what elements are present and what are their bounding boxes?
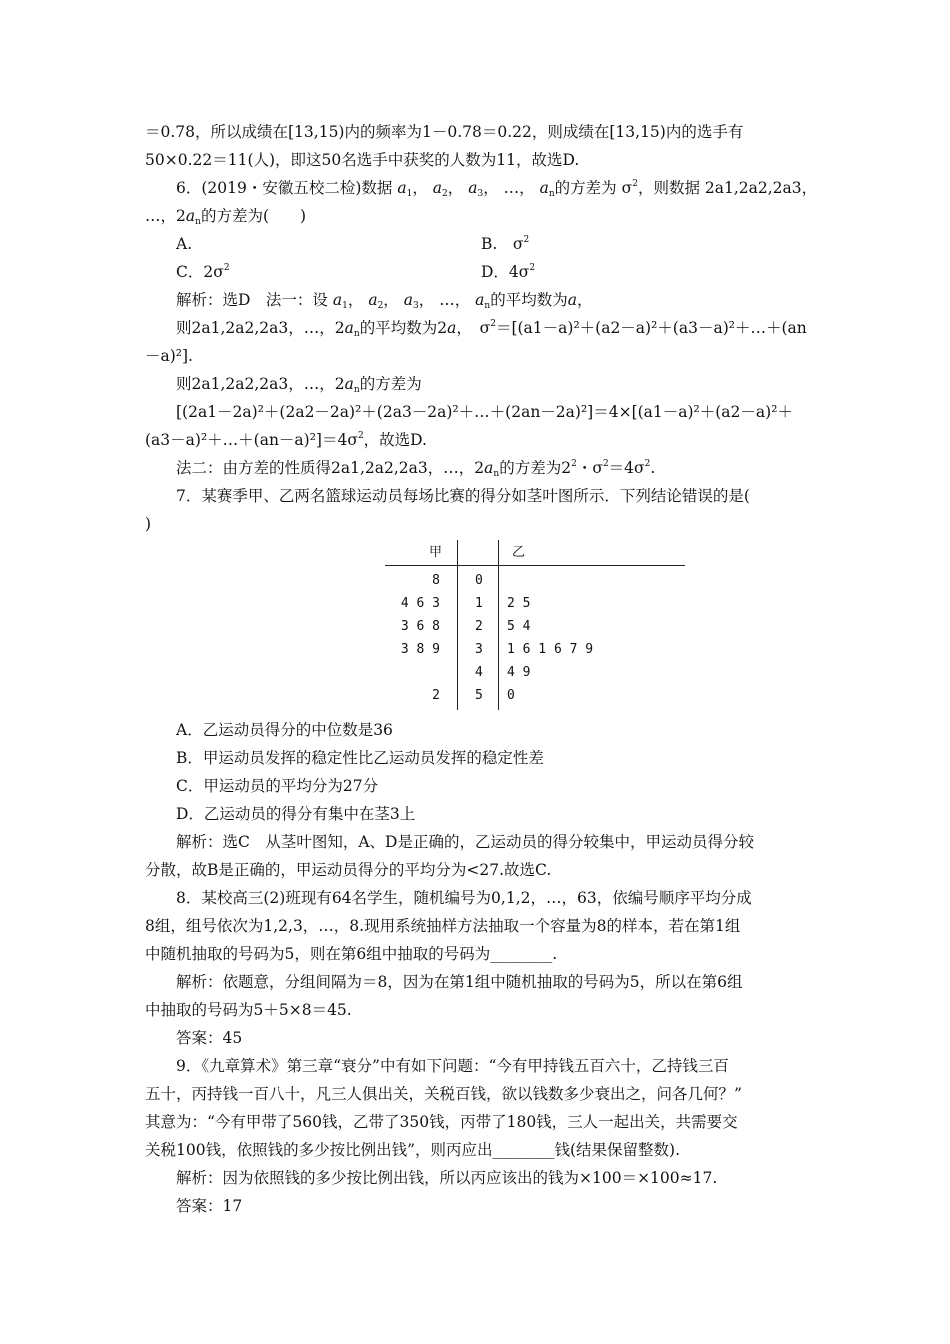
text-line: 则2a1,2a2,2a3，…，$2a_n$的平均数为2a， $\sigma^2=[(a1-a)^2+(a2-a)^2+(a3-a)^2+\dots+(an$ (176, 319, 807, 339)
text-line: －a)²]. (145, 347, 193, 365)
option-d: D．乙运动员的得分有集中在茎3上 (176, 805, 416, 823)
option-d: D．$4\sigma^2$ (481, 263, 536, 281)
options-row (145, 230, 813, 258)
plot-divider-left (457, 540, 458, 710)
solution-6: 解析：选D 法一：设 $a_1$， $a_2$， $a_3$， …， $a_n$的平均数为a， (176, 291, 593, 311)
text-line: 法二：由方差的性质得2a1,2a2,2a3，…，$2a_n$的方差为$2^2$・$\sigma^2=4\sigma^2$. (176, 459, 656, 479)
text-line: 8组，组号依次为1,2,3，…，8.现用系统抽样方法抽取一个容量为8的样本，若在第1组 (145, 917, 741, 935)
answer-9: 答案：17 (176, 1197, 243, 1215)
solution-7: 解析：选C 从茎叶图知，A、D是正确的，乙运动员的得分较集中，甲运动员得分较 (176, 833, 754, 851)
question-9: 9．《九章算术》第三章“衰分”中有如下问题：“今有甲持钱五百六十，乙持钱三百 (176, 1057, 729, 1075)
stem: 5 (475, 688, 483, 703)
stem: 4 (475, 665, 483, 680)
text-line: 中随机抽取的号码为5，则在第6组中抽取的号码为________. (145, 945, 558, 963)
plot-header-line (385, 565, 685, 566)
question-7: 7．某赛季甲、乙两名篮球运动员每场比赛的得分如茎叶图所示．下列结论错误的是( (176, 487, 750, 505)
option-a: A．乙运动员得分的中位数是36 (176, 721, 393, 739)
left-leaves: 3 8 9 (400, 642, 440, 657)
text-line: $(a3-a)^2+\dots+(an-a)^2]=4\sigma^2$，故选D. (145, 431, 427, 449)
text-line: 五十，丙持钱一百八十，凡三人俱出关，关税百钱，欲以钱数多少衰出之，问各几何？” (145, 1085, 742, 1103)
text-line: …，$2a_n$的方差为( ) (145, 207, 307, 227)
stem: 2 (475, 619, 483, 634)
right-leaves: 1 6 1 6 7 9 (507, 642, 594, 657)
right-leaves: 5 4 (507, 619, 531, 634)
text-line: 中抽取的号码为5＋5×8＝45. (145, 1001, 352, 1019)
text-line: 分散，故B是正确的，甲运动员得分的平均分为<27.故选C. (145, 861, 552, 879)
question-6: 6．(2019・安徽五校二检)数据 $a_1$， $a_2$， $a_3$， …， $a_n$的方差为 $\sigma^2$，则数据 2a1,2a2,2a3， (176, 179, 818, 199)
stem-leaf-plot (145, 540, 813, 710)
header-jia: 甲 (429, 545, 443, 560)
left-leaves: 8 (432, 573, 440, 588)
text-line: 关税100钱，依照钱的多少按比例出钱”，则丙应出________钱(结果保留整数). (145, 1141, 681, 1159)
options-row (145, 258, 813, 286)
option-c: C．$2\sigma^2$ (176, 263, 230, 281)
stem: 1 (475, 596, 483, 611)
left-leaves: 3 6 8 (400, 619, 440, 634)
right-leaves: 2 5 (507, 596, 531, 611)
option-a: A. (176, 235, 193, 253)
text-line: ) (145, 515, 152, 533)
question-8: 8．某校高三(2)班现有64名学生，随机编号为0,1,2，…，63，依编号顺序平均分成 (176, 889, 752, 907)
option-c: C．甲运动员的平均分为27分 (176, 777, 379, 795)
solution-8: 解析：依题意，分组间隔为＝8，因为在第1组中随机抽取的号码为5，所以在第6组 (176, 973, 743, 991)
header-yi: 乙 (512, 545, 526, 560)
stem: 0 (475, 573, 483, 588)
option-b: B. $\sigma^2$ (481, 235, 530, 253)
option-b: B．甲运动员发挥的稳定性比乙运动员发挥的稳定性差 (176, 749, 544, 767)
text-line: 其意为：“今有甲带了560钱，乙带了350钱，丙带了180钱，三人一起出关，共需要交 (145, 1113, 738, 1131)
plot-divider-right (498, 540, 499, 710)
document-page (145, 118, 818, 1220)
stem: 3 (475, 642, 483, 657)
text-line: 则2a1,2a2,2a3，…，$2a_n$的方差为 (176, 375, 422, 395)
text-line: 50×0.22＝11(人)，即这50名选手中获奖的人数为11，故选D. (145, 151, 580, 169)
right-leaves: 4 9 (507, 665, 531, 680)
solution-9: 解析：因为依照钱的多少按比例出钱，所以丙应该出的钱为×100＝×100≈17. (176, 1169, 718, 1187)
left-leaves: 4 6 3 (400, 596, 440, 611)
text-line: [(2a1－2a)²＋(2a2－2a)²＋(2a3－2a)²＋…＋(2an－2a)²]＝4×[(a1－a)²＋(a2－a)²＋ (176, 403, 793, 421)
right-leaves: 0 (507, 688, 515, 703)
answer-8: 答案：45 (176, 1029, 243, 1047)
text-line: ＝0.78，所以成绩在[13,15)内的频率为1－0.78＝0.22，则成绩在[13,15)内的选手有 (145, 123, 744, 141)
left-leaves: 2 (432, 688, 440, 703)
